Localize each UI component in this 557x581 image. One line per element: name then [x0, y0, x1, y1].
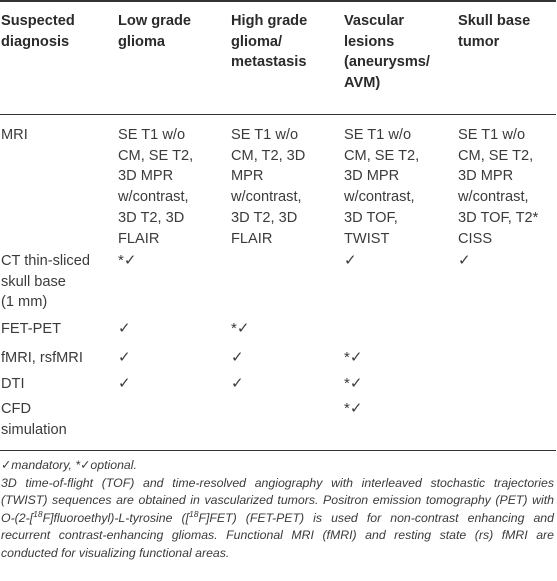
header-suspected-diagnosis: Suspected diagnosis: [1, 13, 75, 50]
table-footnote: [1, 457, 554, 562]
bottom-rule: [0, 450, 556, 451]
cell-dti-vascular: *✓: [344, 375, 363, 392]
cell-ct-vascular: ✓: [344, 252, 357, 269]
cell-fmri-low-grade: ✓: [118, 349, 131, 366]
header-rule: [0, 114, 556, 115]
footnote-text: 3D time-of-flight (TOF) and time-resolved angiography with interleaved stochastic trajectories (TWIST) sequences are obtained in vascularized tumors. Positron emission tomography (PET) with O-(2-[$^{18}$F]fluoroethyl)-L-tyrosine ([$^{18}$F]FET) (FET-PET) is used for non-contrast enhancing and recurrent contrast-enhancing gliomas. Functional MRI (fMRI) and resting state (rs) fMRI are conducted for visualizing functional areas.: [1, 475, 554, 560]
cell-ct-low-grade: *✓: [118, 252, 137, 269]
cell-mri-low-grade: SE T1 w/o CM, SE T2, 3D MPR w/contrast, 3D T2, 3D FLAIR: [118, 127, 194, 247]
cell-ct-skull-base: ✓: [458, 252, 471, 269]
cell-dti-high-grade: ✓: [231, 375, 244, 392]
cell-mri-skull-base: SE T1 w/o CM, SE T2, 3D MPR w/contrast, 3D TOF, T2* CISS: [458, 127, 539, 247]
cell-fetpet-low-grade: ✓: [118, 320, 131, 337]
row-label-cfd: CFD simulation: [1, 401, 67, 438]
header-skull-base-tumor: Skull base tumor: [458, 13, 531, 50]
table-header: [0, 0, 557, 114]
footnote-legend: ✓mandatory, *✓optional.: [1, 458, 137, 472]
cell-mri-vascular: SE T1 w/o CM, SE T2, 3D MPR w/contrast, 3D TOF, TWIST: [344, 127, 420, 247]
cell-mri-high-grade: SE T1 w/o CM, T2, 3D MPR w/contrast, 3D T2, 3D FLAIR: [231, 127, 306, 247]
header-vascular-lesions: Vascular lesions (aneurysms/ AVM): [344, 13, 430, 91]
cell-fmri-vascular: *✓: [344, 349, 363, 366]
row-label-mri: MRI: [1, 127, 28, 143]
cell-cfd-vascular: *✓: [344, 400, 363, 417]
cell-fmri-high-grade: ✓: [231, 349, 244, 366]
row-label-ct: CT thin-sliced skull base (1 mm): [1, 253, 90, 311]
cell-dti-low-grade: ✓: [118, 375, 131, 392]
header-high-grade-glioma: High grade glioma/ metastasis: [231, 13, 308, 70]
row-label-dti: DTI: [1, 376, 25, 392]
cell-fetpet-high-grade: *✓: [231, 320, 250, 337]
header-low-grade-glioma: Low grade glioma: [118, 13, 191, 50]
row-label-fmri: fMRI, rsfMRI: [1, 350, 83, 366]
row-label-fet-pet: FET-PET: [1, 321, 61, 337]
